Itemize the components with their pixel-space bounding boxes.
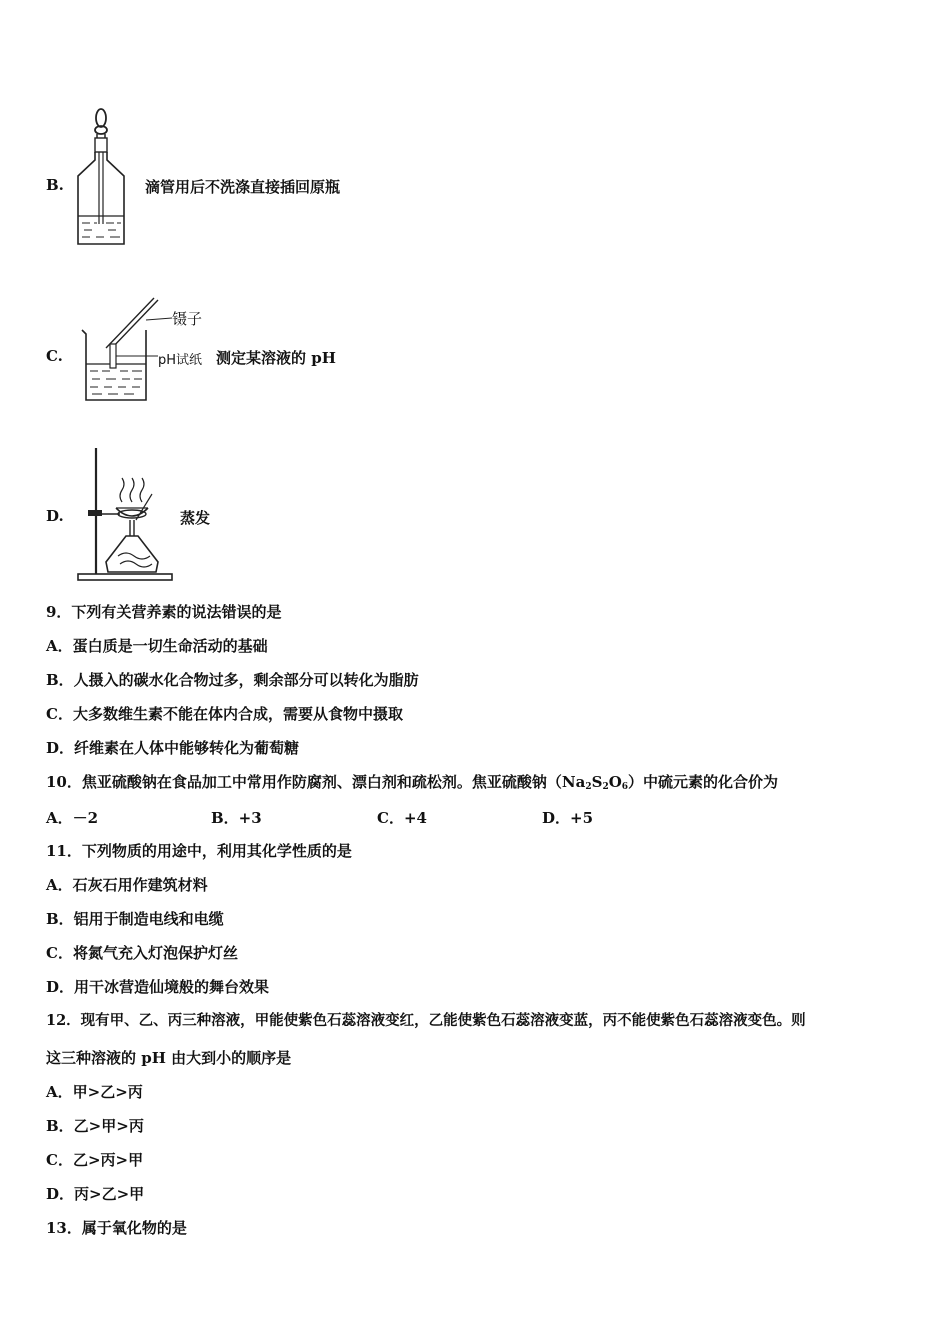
option-b-caption: 滴管用后不洗涤直接插回原瓶 [145, 178, 341, 196]
question-11-option-d: D．用干冰营造仙境般的舞台效果 [46, 978, 270, 996]
question-10-option-c: C．+4 [377, 809, 427, 827]
ph-paper-label: pH试纸 [158, 353, 203, 368]
question-10-option-b: B．+3 [211, 809, 262, 827]
question-12-option-c: C．乙>丙>甲 [46, 1151, 144, 1169]
question-12-option-b: B．乙>甲>丙 [46, 1117, 144, 1135]
option-c-caption: 测定某溶液的 pH [216, 349, 336, 367]
question-9-option-d: D．纤维素在人体中能够转化为葡萄糖 [46, 739, 300, 757]
option-d-letter: D. [46, 507, 64, 525]
question-10-option-d: D．+5 [542, 809, 594, 827]
question-9-option-a: A．蛋白质是一切生命活动的基础 [46, 637, 268, 655]
option-c-letter: C. [46, 347, 63, 365]
question-10-option-a: A．－2 [46, 809, 99, 827]
question-11-option-a: A．石灰石用作建筑材料 [46, 876, 208, 894]
question-11-option-c: C．将氮气充入灯泡保护灯丝 [46, 944, 238, 962]
question-9-option-c: C．大多数维生素不能在体内合成，需要从食物中摄取 [46, 705, 403, 723]
question-13-stem: 13．属于氧化物的是 [46, 1219, 187, 1237]
question-11-stem: 11．下列物质的用途中，利用其化学性质的是 [46, 842, 352, 860]
question-12-stem-line-2: 这三种溶液的 pH 由大到小的顺序是 [46, 1049, 292, 1067]
option-d-caption: 蒸发 [180, 509, 211, 527]
question-10-stem: 10．焦亚硫酸钠在食品加工中常用作防腐剂、漂白剂和疏松剂。焦亚硫酸钠$(Na_2S_2O_6)$中硫元素的化合价为 [46, 773, 779, 792]
evaporation-figure [76, 444, 176, 584]
question-9-stem: 9．下列有关营养素的说法错误的是 [46, 603, 282, 621]
question-12-stem-line-1: 12．现有甲、乙、丙三种溶液，甲能使紫色石蕊溶液变红，乙能使紫色石蕊溶液变蓝，丙不能使紫色石蕊溶液变色。则 [46, 1012, 806, 1029]
dropper-bottle-figure [70, 104, 132, 252]
question-12-option-d: D．丙>乙>甲 [46, 1185, 145, 1203]
question-11-option-b: B．铝用于制造电线和电缆 [46, 910, 224, 928]
tweezers-label: 镊子 [172, 310, 203, 328]
question-12-option-a: A．甲>乙>丙 [46, 1083, 143, 1101]
option-b-letter: B. [46, 176, 64, 194]
question-9-option-b: B．人摄入的碳水化合物过多，剩余部分可以转化为脂肪 [46, 671, 419, 689]
